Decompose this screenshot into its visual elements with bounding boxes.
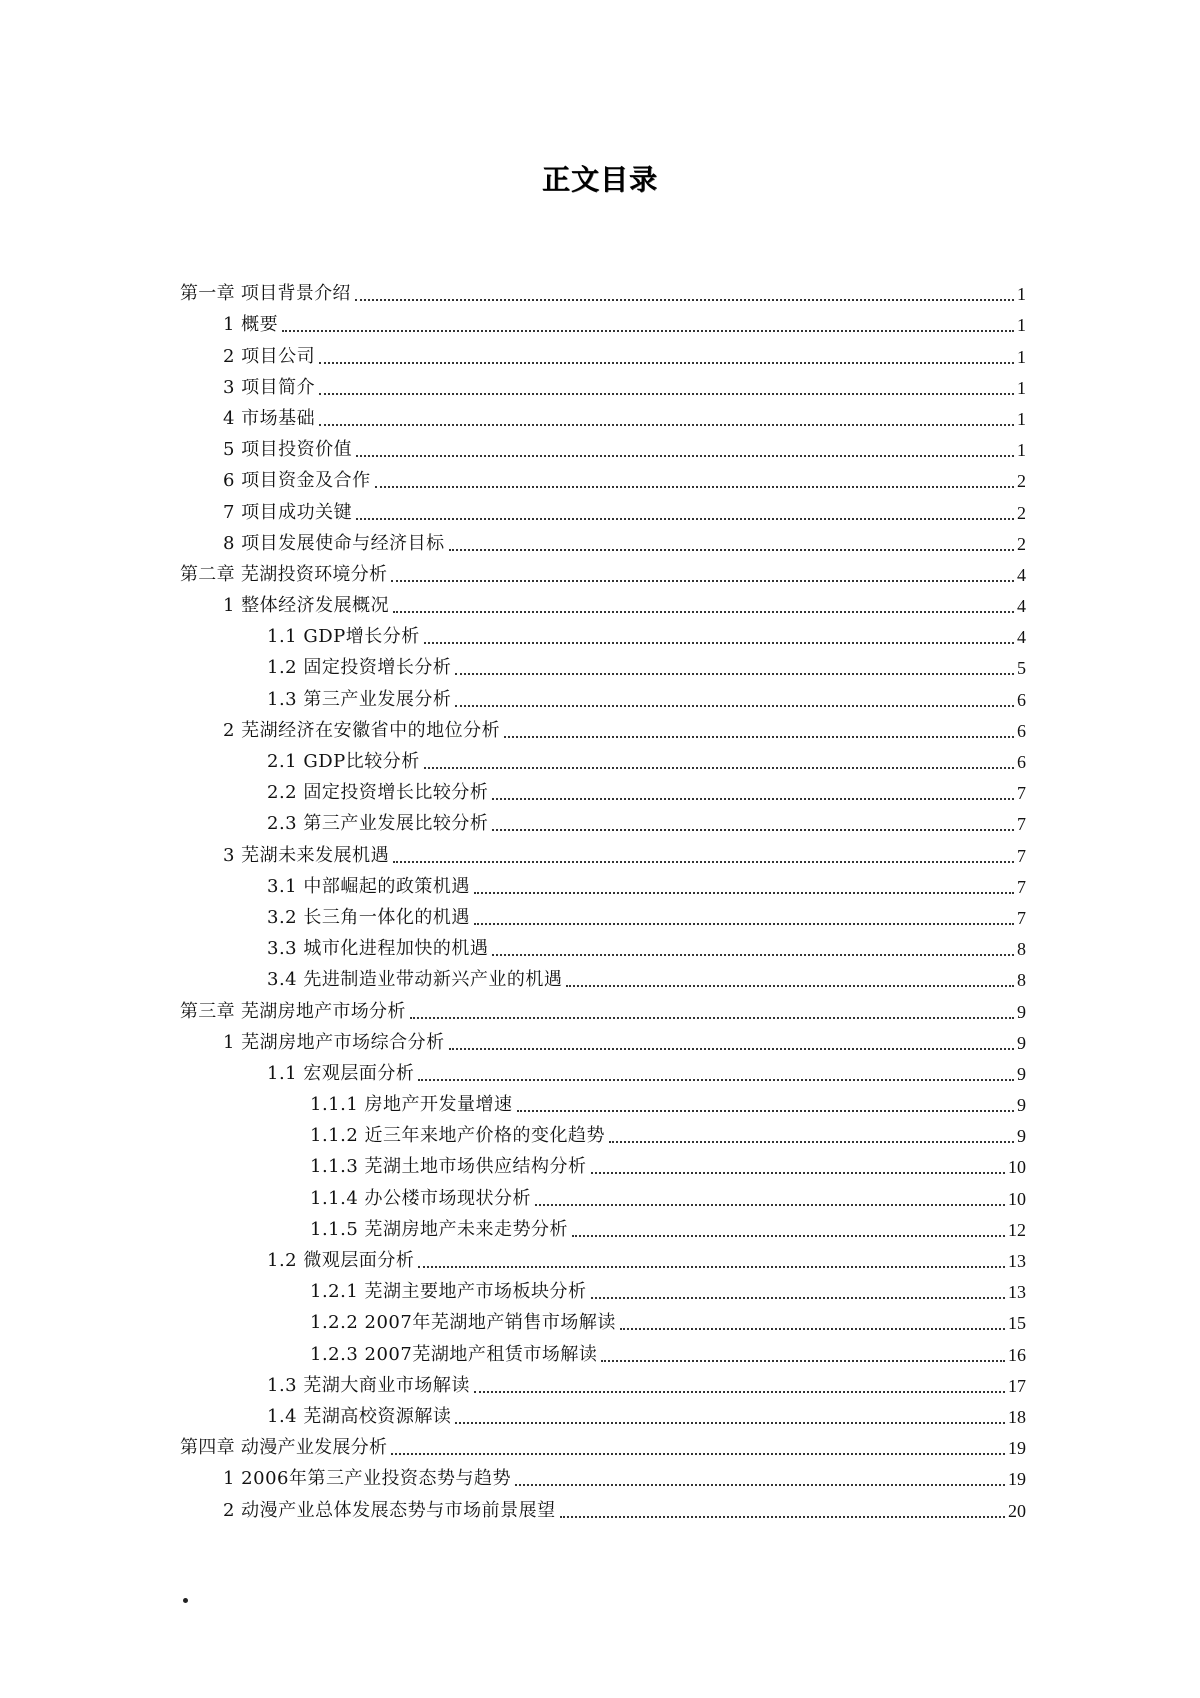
toc-entry-page-number: 10	[1008, 1188, 1026, 1209]
toc-entry-label: 1.1 GDP增长分析	[267, 626, 420, 648]
dot-leader	[356, 518, 1014, 520]
dot-leader	[356, 455, 1014, 457]
dot-leader	[572, 1235, 1005, 1237]
toc-entry-label: 2 项目公司	[223, 345, 316, 367]
toc-entry[interactable]	[180, 1334, 1026, 1365]
dot-leader	[391, 1453, 1005, 1455]
toc-entry-page-number: 4	[1017, 627, 1026, 648]
toc-entry-label: 5 项目投资价值	[223, 439, 353, 461]
toc-entry-page-number: 6	[1017, 720, 1026, 741]
toc-entry[interactable]	[180, 1210, 1026, 1241]
dot-leader	[560, 1516, 1005, 1518]
toc-entry-page-number: 20	[1008, 1500, 1026, 1521]
toc-entry[interactable]	[180, 586, 1026, 617]
toc-entry-label: 3 芜湖未来发展机遇	[223, 844, 390, 866]
toc-entry-label: 1.1.5 芜湖房地产未来走势分析	[310, 1218, 569, 1240]
dot-leader	[517, 1110, 1014, 1112]
toc-entry-page-number: 2	[1017, 502, 1026, 523]
dot-leader	[591, 1297, 1005, 1299]
footer-dot	[183, 1598, 188, 1603]
dot-leader	[410, 1017, 1014, 1019]
toc-entry-page-number: 12	[1008, 1219, 1026, 1240]
toc-entry-page-number: 13	[1008, 1251, 1026, 1271]
toc-entry-page-number: 1	[1017, 377, 1026, 398]
dot-leader	[504, 736, 1014, 738]
toc-entry-label: 1.3 芜湖大商业市场解读	[267, 1374, 470, 1396]
toc-entry-label: 1.1 宏观层面分析	[267, 1062, 415, 1084]
toc-entry[interactable]	[180, 648, 1026, 679]
toc-entry-page-number: 7	[1017, 814, 1026, 835]
dot-leader	[455, 705, 1014, 707]
toc-entry-page-number: 1	[1017, 284, 1026, 305]
toc-entry-page-number: 9	[1017, 1001, 1026, 1022]
dot-leader	[620, 1328, 1005, 1330]
toc-entry[interactable]	[180, 1490, 1026, 1521]
dot-leader	[449, 549, 1014, 551]
toc-chapter-entry[interactable]	[180, 555, 1026, 586]
dot-leader	[282, 330, 1014, 332]
toc-entry[interactable]	[180, 1116, 1026, 1147]
dot-leader	[355, 299, 1014, 301]
dot-leader	[492, 954, 1014, 956]
toc-entry-page-number: 10	[1008, 1157, 1026, 1178]
toc-entry-label: 1.1.4 办公楼市场现状分析	[310, 1187, 532, 1209]
toc-entry-page-number: 9	[1017, 1126, 1026, 1147]
toc-entry-page-number: 15	[1008, 1313, 1026, 1334]
toc-entry-page-number: 19	[1008, 1438, 1026, 1459]
toc-entry[interactable]	[180, 1178, 1026, 1209]
toc-entry-page-number: 1	[1017, 408, 1026, 429]
toc-entry-page-number: 7	[1017, 876, 1026, 897]
dot-leader	[609, 1141, 1014, 1143]
toc-entry-label: 第二章 芜湖投资环境分析	[180, 563, 388, 585]
toc-entry[interactable]	[180, 1459, 1026, 1490]
toc-entry-page-number: 8	[1017, 970, 1026, 991]
toc-entry-label: 1 整体经济发展概况	[223, 595, 390, 617]
toc-entry-label: 1 芜湖房地产市场综合分析	[223, 1031, 445, 1053]
toc-entry-label: 2.3 第三产业发展比较分析	[267, 813, 489, 835]
dot-leader	[474, 892, 1014, 894]
toc-entry-label: 1.2.1 芜湖主要地产市场板块分析	[310, 1281, 587, 1303]
toc-entry[interactable]	[180, 1397, 1026, 1428]
toc-entry-label: 1.1.3 芜湖土地市场供应结构分析	[310, 1156, 587, 1178]
toc-entry[interactable]	[180, 773, 1026, 804]
toc-entry[interactable]	[180, 929, 1026, 960]
toc-entry[interactable]	[180, 1147, 1026, 1178]
toc-entry[interactable]	[180, 461, 1026, 492]
toc-entry-page-number: 4	[1017, 564, 1026, 585]
toc-chapter-entry[interactable]	[180, 991, 1026, 1022]
toc-entry-page-number: 1	[1017, 315, 1026, 336]
toc-entry[interactable]	[180, 368, 1026, 399]
toc-entry-label: 1.1.1 房地产开发量增速	[310, 1094, 513, 1116]
toc-entry-label: 1.2 微观层面分析	[267, 1250, 415, 1271]
dot-leader	[492, 798, 1014, 800]
toc-entry-page-number: 6	[1017, 689, 1026, 710]
dot-leader	[375, 486, 1014, 488]
toc-entry-page-number: 5	[1017, 658, 1026, 679]
dot-leader	[535, 1204, 1005, 1206]
toc-entry-label: 2 芜湖经济在安徽省中的地位分析	[223, 719, 501, 741]
toc-entry-page-number: 2	[1017, 471, 1026, 492]
toc-entry-page-number: 4	[1017, 596, 1026, 617]
toc-entry-label: 第四章 动漫产业发展分析	[180, 1437, 388, 1459]
toc-entry-page-number: 7	[1017, 907, 1026, 928]
dot-leader	[319, 424, 1014, 426]
dot-leader	[492, 829, 1014, 831]
dot-leader	[449, 1048, 1014, 1050]
toc-entry-page-number: 9	[1017, 1095, 1026, 1116]
toc-entry[interactable]	[180, 960, 1026, 991]
toc-entry-label: 1.2.2 2007年芜湖地产销售市场解读	[310, 1312, 616, 1334]
toc-entry-page-number: 1	[1017, 346, 1026, 367]
toc-entry[interactable]	[180, 1366, 1026, 1397]
toc-entry[interactable]	[180, 804, 1026, 835]
page-title: 正文目录	[541, 163, 658, 196]
dot-leader	[391, 580, 1014, 582]
toc-entry-page-number: 17	[1008, 1375, 1026, 1396]
toc-entry[interactable]	[180, 1241, 1026, 1272]
dot-leader	[319, 362, 1014, 364]
toc-entry[interactable]	[180, 867, 1026, 898]
dot-leader	[455, 1422, 1005, 1424]
toc-entry-label: 1.2.3 2007芜湖地产租赁市场解读	[310, 1343, 598, 1365]
table-of-contents	[180, 274, 1026, 1522]
toc-entry[interactable]	[180, 1303, 1026, 1334]
toc-entry-page-number: 7	[1017, 845, 1026, 866]
toc-entry-page-number: 13	[1008, 1282, 1026, 1303]
toc-entry-label: 第一章 项目背景介绍	[180, 283, 351, 305]
toc-entry-label: 2.2 固定投资增长比较分析	[267, 782, 489, 804]
toc-entry-page-number: 18	[1008, 1406, 1026, 1427]
toc-entry-label: 1.1.2 近三年来地产价格的变化趋势	[310, 1125, 606, 1147]
toc-entry-page-number: 7	[1017, 783, 1026, 804]
toc-entry-label: 1.4 芜湖高校资源解读	[267, 1405, 452, 1427]
dot-leader	[566, 985, 1014, 987]
toc-entry-label: 1.3 第三产业发展分析	[267, 688, 452, 710]
toc-entry-label: 6 项目资金及合作	[223, 470, 371, 492]
dot-leader	[393, 861, 1014, 863]
toc-entry-label: 8 项目发展使命与经济目标	[223, 532, 445, 554]
toc-entry-label: 3.1 中部崛起的政策机遇	[267, 875, 470, 897]
toc-entry-page-number: 19	[1008, 1469, 1026, 1490]
toc-entry[interactable]	[180, 305, 1026, 336]
toc-entry[interactable]	[180, 492, 1026, 523]
dot-leader	[418, 1266, 1005, 1268]
toc-entry-label: 2.1 GDP比较分析	[267, 751, 420, 772]
toc-entry-label: 3.2 长三角一体化的机遇	[267, 906, 470, 928]
toc-entry[interactable]	[180, 399, 1026, 430]
toc-entry-page-number: 6	[1017, 752, 1026, 772]
toc-entry-label: 1 2006年第三产业投资态势与趋势	[223, 1468, 511, 1490]
dot-leader	[474, 923, 1014, 925]
dot-leader	[393, 611, 1014, 613]
toc-entry-label: 3.4 先进制造业带动新兴产业的机遇	[267, 969, 563, 991]
dot-leader	[319, 393, 1014, 395]
toc-chapter-entry[interactable]	[180, 1428, 1026, 1459]
toc-entry-label: 第三章 芜湖房地产市场分析	[180, 1000, 406, 1022]
dot-leader	[474, 1391, 1005, 1393]
toc-entry[interactable]	[180, 711, 1026, 742]
toc-entry[interactable]	[180, 430, 1026, 461]
toc-entry[interactable]	[180, 898, 1026, 929]
toc-entry-page-number: 9	[1017, 1063, 1026, 1084]
dot-leader	[424, 767, 1014, 769]
dot-leader	[591, 1172, 1005, 1174]
toc-entry-page-number: 1	[1017, 440, 1026, 461]
toc-chapter-entry[interactable]	[180, 274, 1026, 305]
toc-entry-label: 1 概要	[223, 314, 279, 336]
toc-entry[interactable]	[180, 835, 1026, 866]
toc-entry[interactable]	[180, 524, 1026, 555]
toc-entry-label: 3.3 城市化进程加快的机遇	[267, 938, 489, 960]
toc-entry-page-number: 9	[1017, 1032, 1026, 1053]
dot-leader	[455, 673, 1014, 675]
toc-entry[interactable]	[180, 742, 1026, 773]
toc-entry[interactable]	[180, 617, 1026, 648]
toc-entry-label: 1.2 固定投资增长分析	[267, 657, 452, 679]
dot-leader	[424, 642, 1014, 644]
toc-entry-page-number: 2	[1017, 533, 1026, 554]
toc-entry-page-number: 8	[1017, 939, 1026, 960]
toc-entry-page-number: 16	[1008, 1344, 1026, 1365]
toc-entry-label: 7 项目成功关键	[223, 501, 353, 523]
toc-entry[interactable]	[180, 1085, 1026, 1116]
dot-leader	[418, 1079, 1014, 1081]
toc-entry[interactable]	[180, 1023, 1026, 1054]
toc-entry[interactable]	[180, 679, 1026, 710]
toc-entry-label: 3 项目简介	[223, 376, 316, 398]
toc-entry-label: 2 动漫产业总体发展态势与市场前景展望	[223, 1499, 556, 1521]
toc-entry-label: 4 市场基础	[223, 407, 316, 429]
toc-entry[interactable]	[180, 1272, 1026, 1303]
toc-entry[interactable]	[180, 1054, 1026, 1085]
dot-leader	[601, 1360, 1005, 1362]
toc-entry[interactable]	[180, 336, 1026, 367]
dot-leader	[515, 1484, 1005, 1486]
